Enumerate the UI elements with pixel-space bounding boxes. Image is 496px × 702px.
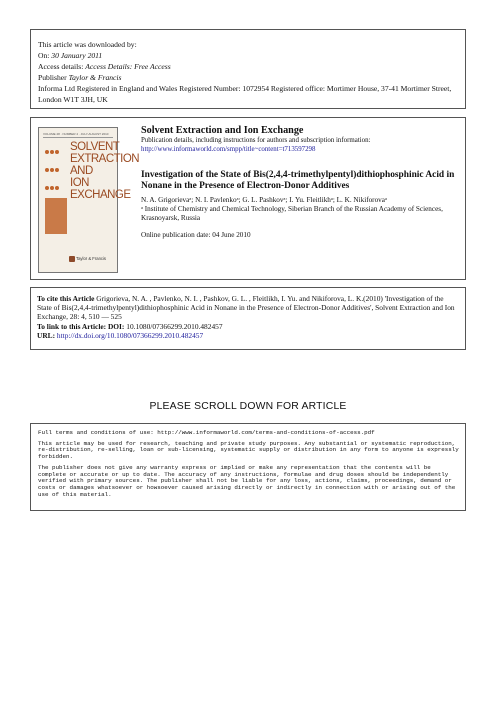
informa-registration: Informa Ltd Registered in England and Wales Registered Number: 1072954 Registered office: Mortimer House, 37-41 Mortimer Street, London W1T 3JH, UK [38, 84, 452, 104]
download-date: On: 30 January 2011 [38, 51, 103, 60]
cover-journal-title: SOLVENT EXTRACTION AND ION EXCHANGE [70, 141, 140, 201]
download-info-box [30, 29, 466, 109]
url-line: URL: http://dx.doi.org/10.1080/07366299.2010.482457 [37, 330, 204, 340]
cover-publisher-logo: Taylor & Francis [69, 256, 106, 262]
journal-cover-image [38, 127, 140, 273]
doi-url-link[interactable]: http://dx.doi.org/10.1080/07366299.2010.482457 [55, 330, 204, 340]
cover-volume-strip: VOLUME 28 · NUMBER 4 · JULY-AUGUST 2010 [43, 132, 113, 138]
terms-box [30, 423, 466, 511]
terms-usage: This article may be used for research, teaching and private study purposes. Any substantial or systematic reproduction, re-distribution, re-selling, loan or sub-licensing, systematic supply or distribution in any form to anyone is expressly forbidden. [38, 439, 459, 461]
journal-name: Solvent Extraction and Ion Exchange [141, 125, 304, 136]
journal-info-link[interactable]: http://www.informaworld.com/smpp/title~content=t713597298 [141, 145, 316, 153]
access-details: Access details: Access Details: Free Access [38, 62, 171, 71]
citation-box [30, 287, 466, 350]
article-title: Investigation of the State of Bis(2,4,4-trimethylpentyl)dithiophosphinic Acid in Nonane in the Presence of Electron-Donor Additives [141, 170, 455, 192]
citation-text: To cite this Article Grigorieva, N. A. , Pavlenko, N. I. , Pashkov, G. L. , Fleitlikh, I. Yu. and Nikiforova, L. K.(2010) 'Investigation of the State of Bis(2,4,4-trimethylpentyl)dithiophosphinic Acid in Nonane in the Presence of Electron-Donor Additives', Solvent Extraction and Ion Exchange, 28: 4, 510 — 525 [37, 294, 455, 322]
terms-disclaimer: The publisher does not give any warranty express or implied or make any representation that the contents will be complete or accurate or up to date. The accuracy of any instructions, formulae and drug doses should be independently verified with primary sources. The publisher shall not be liable for any loss, actions, claims, proceedings, demand or costs or damages whatsoever or howsoever caused arising directly or indirectly in connection with or arising out of the use of this material. [38, 463, 456, 498]
publication-details: Publication details, including instructions for authors and subscription information: http://www.informaworld.com/smpp/title~content=t713597298 [141, 137, 461, 154]
doi-line: To link to this Article: DOI: 10.1080/07366299.2010.482457 [37, 321, 223, 331]
terms-url: Full terms and conditions of use: http://www.informaworld.com/terms-and-conditions-of-access.pdf [38, 429, 375, 436]
cover-color-block [45, 198, 67, 234]
publisher-line: Publisher Taylor & Francis [38, 73, 122, 82]
scroll-notice: PLEASE SCROLL DOWN FOR ARTICLE [149, 401, 347, 412]
publisher-logo-icon [69, 256, 75, 262]
author-affiliation: ᵃ Institute of Chemistry and Chemical Technology, Siberian Branch of the Russian Academy of Sciences, Krasnoyarsk, Russia [141, 205, 443, 223]
article-authors: N. A. Grigorievaᵃ; N. I. Pavlenkoᵃ; G. L. Pashkovᵃ; I. Yu. Fleitlikhᵃ; L. K. Nikiforovaᵃ [141, 196, 387, 204]
online-publication-date: Online publication date: 04 June 2010 [141, 231, 251, 239]
article-header-box [30, 117, 466, 280]
downloaded-by: This article was downloaded by: [38, 40, 137, 49]
